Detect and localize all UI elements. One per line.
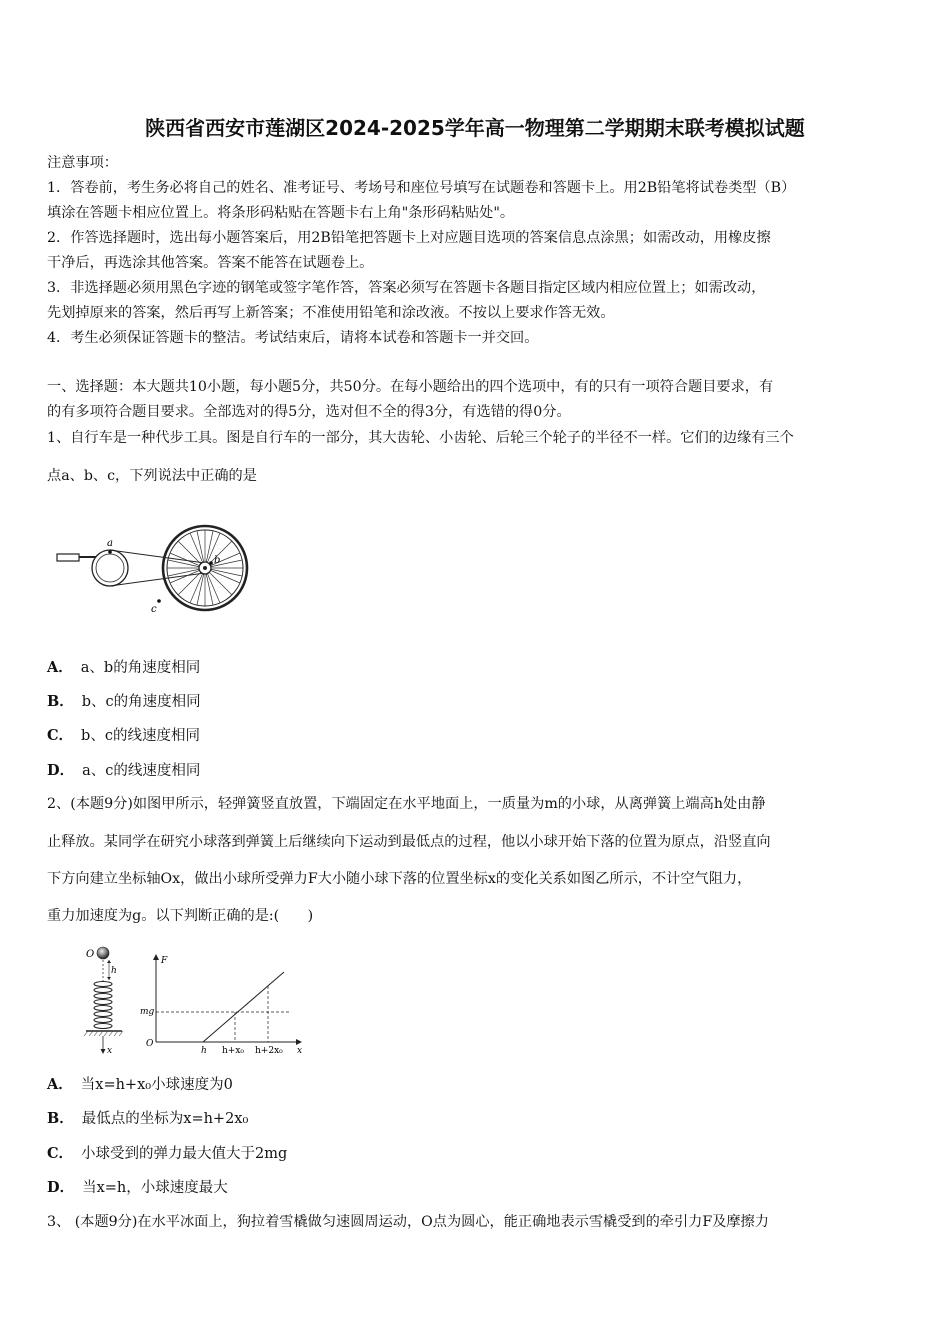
option-text: a、c的线速度相同 <box>82 763 201 779</box>
option-letter: D． <box>47 1179 75 1196</box>
f-axis-label: F <box>161 956 168 966</box>
spring-figure <box>78 940 138 1062</box>
point-a-label: a <box>107 538 113 549</box>
exam-title: 陕西省西安市莲湖区2024-2025学年高一物理第二学期期末联考模拟试题 <box>145 116 805 140</box>
option-text: 当x=h+x₀小球速度为0 <box>80 1077 233 1093</box>
q1-option[interactable] <box>47 690 201 711</box>
option-text: a、b的角速度相同 <box>80 660 201 676</box>
ball <box>97 947 109 959</box>
force-position-graph <box>140 950 310 1060</box>
tick-h: h <box>201 1046 207 1056</box>
option-letter: C． <box>47 727 74 744</box>
bicycle-figure <box>55 515 250 620</box>
big-gear <box>92 550 128 586</box>
point-c-label: c <box>151 604 157 615</box>
mg-label: mg <box>140 1007 155 1017</box>
notice-line: 2．作答选择题时，选出每小题答案后，用2B铅笔把答题卡上对应题目选项的答案信息点涂黑；如需改动，用橡皮擦 <box>47 230 771 246</box>
option-text: b、c的线速度相同 <box>81 728 200 744</box>
point-b-label: b <box>214 555 221 566</box>
option-letter: B． <box>47 1110 74 1127</box>
q1-option[interactable] <box>47 759 200 780</box>
q2-option[interactable] <box>47 1073 233 1094</box>
section-intro-line: 的有多项符合题目要求。全部选对的得5分，选对但不全的得3分，有选错的得0分。 <box>47 404 571 420</box>
q2-stem-line: 止释放。某同学在研究小球落到弹簧上后继续向下运动到最低点的过程，他以小球开始下落的位置为原点，沿竖直向 <box>47 834 771 850</box>
q2-stem-line: 重力加速度为g。以下判断正确的是:( ) <box>47 908 314 924</box>
q2-option[interactable] <box>47 1107 248 1128</box>
option-text: 最低点的坐标为x=h+2x₀ <box>81 1111 249 1127</box>
q1-stem-line: 1、自行车是一种代步工具。图是自行车的一部分，其大齿轮、小齿轮、后轮三个轮子的半径不一样。它们的边缘有三个 <box>47 430 794 446</box>
origin-label: O <box>86 949 95 960</box>
q2-option[interactable] <box>47 1176 228 1197</box>
option-letter: A． <box>47 1076 73 1093</box>
q1-option[interactable] <box>47 724 200 745</box>
notice-line: 干净后，再选涂其他答案。答案不能答在试题卷上。 <box>47 255 374 271</box>
q2-stem-line: 2、(本题9分)如图甲所示，轻弹簧竖直放置，下端固定在水平地面上，一质量为m的小球，从离弹簧上端高h处由静 <box>47 796 766 812</box>
q1-option[interactable] <box>47 656 200 677</box>
option-text: b、c的角速度相同 <box>81 694 201 710</box>
spring-coil <box>94 982 112 1029</box>
option-letter: B． <box>47 693 74 710</box>
notice-line: 3．非选择题必须用黑色字迹的钢笔或签字笔作答，答案必须写在答题卡各题目指定区域内相应位置上；如需改动， <box>47 280 766 296</box>
x-axis-label: x <box>297 1046 303 1056</box>
notice-line: 4．考生必须保证答题卡的整洁。考试结束后，请将本试卷和答题卡一并交回。 <box>47 330 539 346</box>
option-text: 小球受到的弹力最大值大于2mg <box>81 1146 288 1162</box>
section-intro-line: 一、选择题：本大题共10小题，每小题5分，共50分。在每小题给出的四个选项中，有的只有一项符合题目要求，有 <box>47 379 774 395</box>
x-axis-label: x <box>107 1046 113 1056</box>
q3-stem-line: 3、 (本题9分)在水平冰面上，狗拉着雪橇做匀速圆周运动，O点为圆心，能正确地表示雪橇受到的牵引力F及摩擦力 <box>47 1214 769 1230</box>
force-line <box>203 972 284 1042</box>
h-label: h <box>111 966 117 976</box>
option-letter: A． <box>47 659 73 676</box>
notice-heading: 注意事项： <box>47 155 118 171</box>
notice-line: 填涂在答题卡相应位置上。将条形码粘贴在答题卡右上角"条形码粘贴处"。 <box>47 205 515 221</box>
notice-line: 先划掉原来的答案，然后再写上新答案；不准使用铅笔和涂改液。不按以上要求作答无效。 <box>47 305 615 321</box>
tick-h-plus-x0: h+x₀ <box>222 1046 245 1056</box>
q2-option[interactable] <box>47 1142 287 1163</box>
option-text: 当x=h，小球速度最大 <box>82 1180 228 1196</box>
tick-h-plus-2x0: h+2x₀ <box>255 1046 283 1056</box>
notice-line: 1．答卷前，考生务必将自己的姓名、准考证号、考场号和座位号填写在试题卷和答题卡上。用2B铅笔将试卷类型（B） <box>47 180 796 196</box>
option-letter: C． <box>47 1145 74 1162</box>
option-letter: D． <box>47 762 75 779</box>
origin-label: O <box>146 1039 154 1049</box>
q2-stem-line: 下方向建立坐标轴Ox，做出小球所受弹力F大小随小球下落的位置坐标x的变化关系如图乙所示，不计空气阻力， <box>47 871 752 887</box>
q1-stem-line: 点a、b、c，下列说法中正确的是 <box>47 468 257 484</box>
